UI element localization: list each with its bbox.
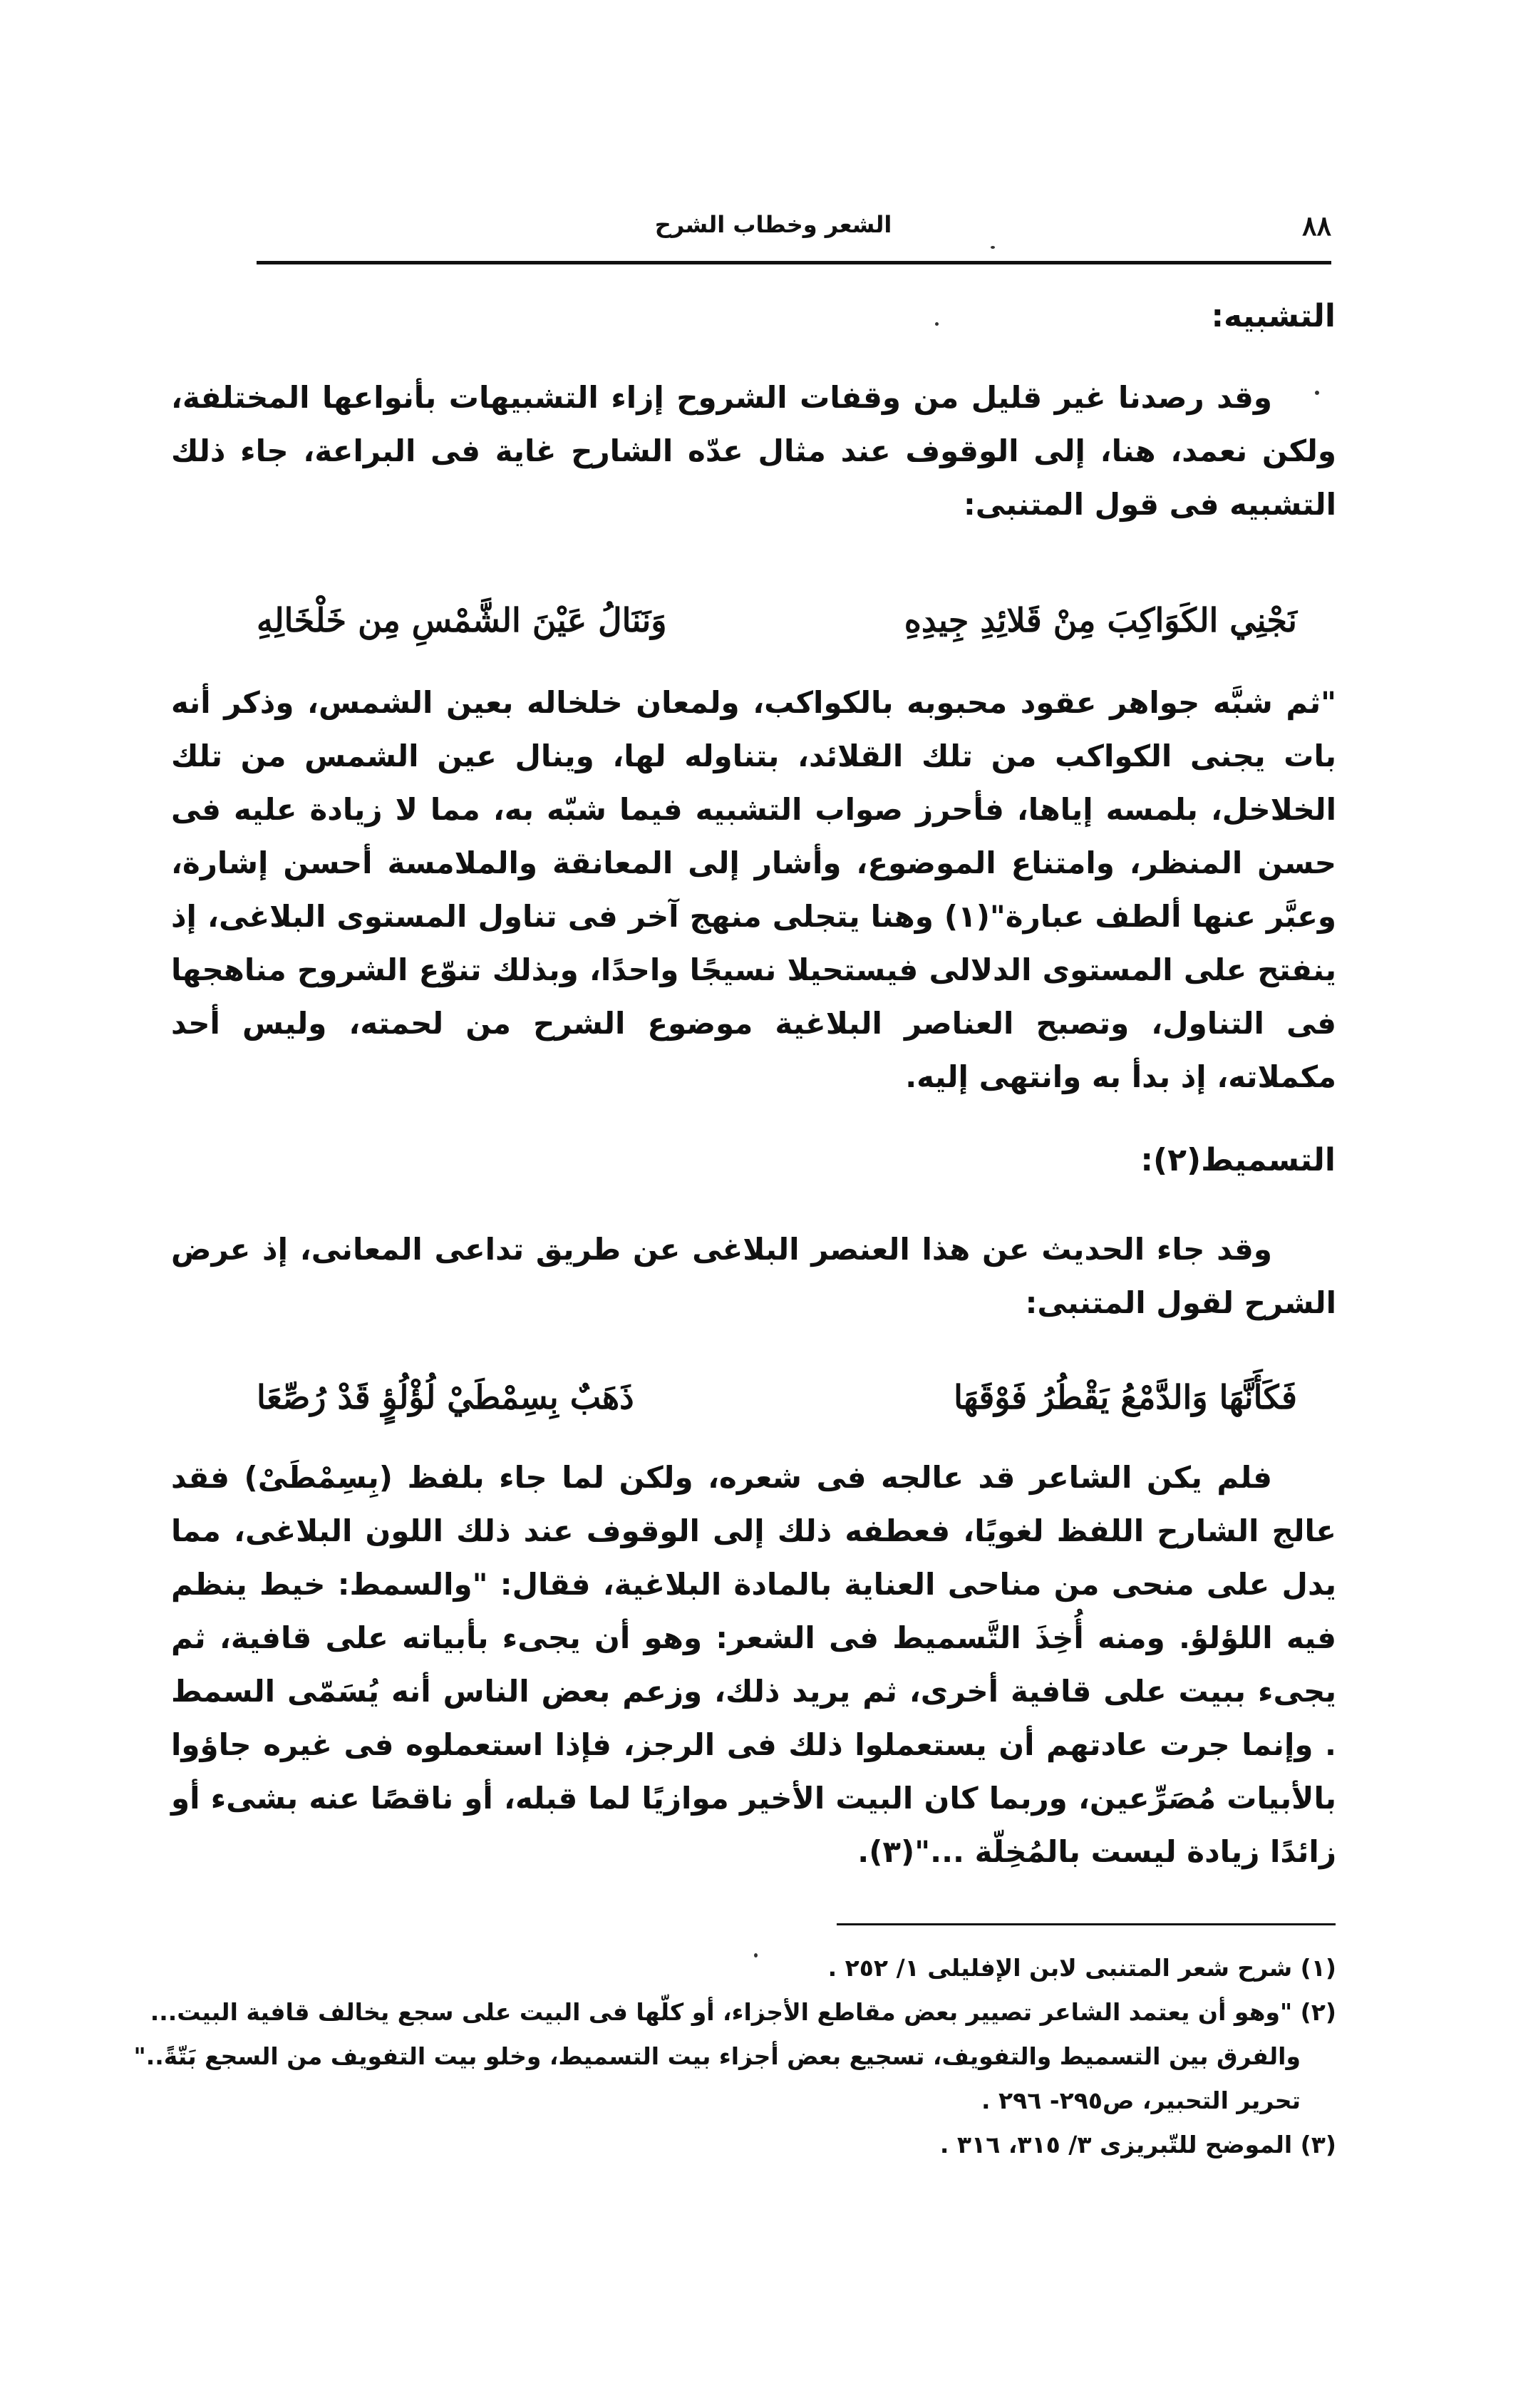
- verse-tashbih: [257, 601, 1297, 639]
- scan-speck: [991, 246, 995, 249]
- page-number: ٨٨: [1302, 210, 1331, 242]
- scan-speck: [1315, 391, 1319, 395]
- verse-first-hemistich: فَكَأَنَّهَا وَالدَّمْعُ يَقْطُرُ فَوْقَهَا: [954, 1378, 1297, 1416]
- paragraph-tasmit-commentary: فلم يكن الشاعر قد عالجه فى شعره، ولكن لما جاء بلفظ (بِسِمْطَىْ) فقد عالج الشارح اللفظ لغويًا، فعطفه ذلك إلى الوقوف عند ذلك اللون البلاغى، مما يدل على منحى من مناحى العناية بالمادة البلاغية، فقال: "والسمط: خيط ينظم فيه اللؤلؤ. ومنه أُخِذَ التَّسميط فى الشعر: وهو أن يجىء بأبياته على قافية، ثم يجىء ببيت على قافية أخرى، ثم يريد ذلك، وزعم بعض الناس أنه يُسَمّى السمط . وإنما جرت عادتهم أن يستعملوا ذلك فى الرجز، فإذا استعملوه فى غيره جاؤوا بالأبيات مُصَرِّعين، وربما كان البيت الأخير موازيًا لما قبله، أو ناقصًا عنه بشىء أو زائدًا زيادة ليست بالمُخِلّة ..."(٣).: [171, 1460, 1336, 1869]
- paragraph-tashbih-intro: وقد رصدنا غير قليل من وقفات الشروح إزاء التشبيهات بأنواعها المختلفة، ولكن نعمد، هنا، إلى الوقوف عند مثال عدّه الشارح غاية فى البراعة، جاء ذلك التشبيه فى قول المتنبى:: [171, 380, 1336, 522]
- scan-speck: [935, 322, 939, 326]
- section-heading-tasmit: التسميط(٢):: [1140, 1142, 1336, 1178]
- verse-tasmit: [257, 1378, 1297, 1416]
- footnote-2: (٢) "وهو أن يعتمد الشاعر تصيير بعض مقاطع الأجزاء، أو كلّها فى البيت على سجع يخالف قافية البيت...: [150, 1998, 1336, 2026]
- footnote-1: (١) شرح شعر المتنبى لابن الإفليلى ١/ ٢٥٢ .: [827, 1954, 1336, 1982]
- paragraph-tasmit-intro: وقد جاء الحديث عن هذا العنصر البلاغى عن طريق تداعى المعانى، إذ عرض الشرح لقول المتنبى:: [171, 1232, 1336, 1320]
- running-title: الشعر وخطاب الشرح: [654, 211, 892, 238]
- section-heading-tashbih: التشبيه:: [1211, 298, 1336, 334]
- footnote-2-source: تحرير التحبير، ص٢٩٥- ٢٩٦ .: [981, 2087, 1301, 2114]
- footnotes: [133, 1946, 1336, 2167]
- page-header: [257, 204, 1331, 264]
- footnote-2-continuation: والفرق بين التسميط والتفويف، تسجيع بعض أجزاء بيت التسميط، وخلو بيت التفويف من السجع بَتّةً..": [133, 2042, 1301, 2070]
- footnote-3: (٣) الموضح للتّبريزى ٣/ ٣١٥، ٣١٦ .: [939, 2131, 1336, 2159]
- paragraph-tashbih-commentary: "ثم شبَّه جواهر عقود محبوبه بالكواكب، ولمعان خلخاله بعين الشمس، وذكر أنه بات يجنى الكواكب من تلك القلائد، بتناوله لها، وينال عين الشمس من تلك الخلاخل، بلمسه إياها، فأحرز صواب التشبيه فيما شبّه به، مما لا زيادة عليه فى حسن المنظر، وامتناع الموضوع، وأشار إلى المعانقة والملامسة أحسن إشارة، وعبَّر عنها ألطف عبارة"(١) وهنا يتجلى منهج آخر فى تناول المستوى البلاغى، إذ ينفتح على المستوى الدلالى فيستحيلا نسيجًا واحدًا، وبذلك تنوّع الشروح مناهجها فى التناول، وتصبح العناصر البلاغية موضوع الشرح من لحمته، وليس أحد مكملاته، إذ بدأ به وانتهى إليه.: [171, 685, 1336, 1094]
- scan-speck: [754, 1953, 758, 1957]
- footnote-divider: [837, 1923, 1336, 1925]
- verse-first-hemistich: نَجْنِي الكَوَاكِبَ مِنْ قَلائِدِ جِيدِهِ: [904, 601, 1297, 639]
- verse-second-hemistich: ذَهَبٌ بِسِمْطَيْ لُؤْلُؤٍ قَدْ رُصِّعَا: [257, 1378, 634, 1416]
- verse-second-hemistich: وَنَنَالُ عَيْنَ الشَّمْسِ مِن خَلْخَالِهِ: [257, 601, 667, 639]
